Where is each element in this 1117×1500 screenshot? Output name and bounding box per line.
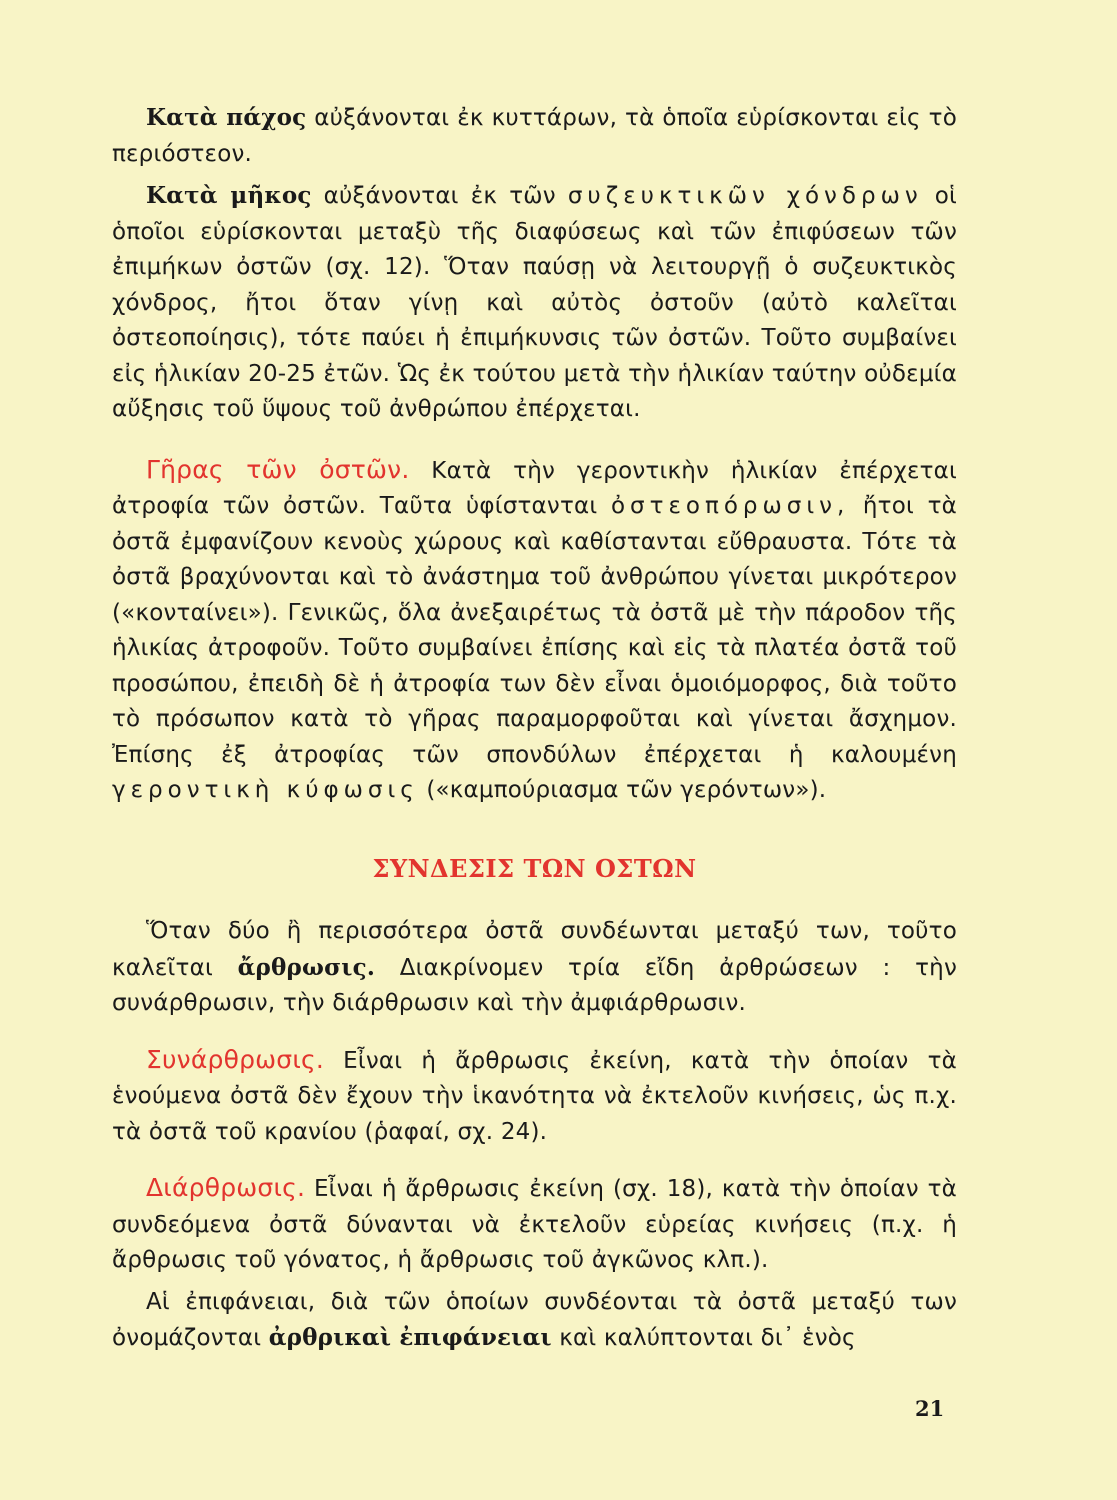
page-number: 21 [915, 1396, 945, 1421]
paragraph-text: ἤτοι τὰ ὀστᾶ ἐμφανίζουν κενοὺς χώρους καὶ καθίστανται εὔθραυστα. Τότε τὰ ὀστᾶ βραχύνονται καὶ τὸ ἀνάστημα τοῦ ἀνθρώπου γίνεται μικρότερον («κονταίνει»). Γενικῶς, ὅλα ἀνεξαιρέτως τὰ ὀστᾶ μὲ τὴν πάροδον τῆς ἡλικίας ἀτροφοῦν. Τοῦτο συμβαίνει ἐπίσης καὶ εἰς τὰ πλατέα ὀστᾶ τοῦ προσώπου, ἐπειδὴ δὲ ἡ ἀτροφία των δὲν εἶναι ὁμοιόμορφος, διὰ τοῦτο τὸ πρόσωπον κατὰ τὸ γῆρας παραμορφοῦται καὶ γίνεται ἄσχημον. Ἐπίσης ἐξ ἀτροφίας τῶν σπονδύλων ἐπέρχεται ἡ καλουμένη [112, 493, 958, 768]
term-articular-surfaces: ἀρθρικαὶ ἐπιφάνειαι [268, 1324, 552, 1351]
term-length: Κατὰ μῆκος [146, 182, 312, 209]
page-body [112, 100, 957, 1357]
spaced-term: ὀστεοπόρωσιν, [610, 493, 850, 519]
paragraph-articular-surfaces [112, 1285, 957, 1357]
paragraph-text: αὐξάνονται ἐκ κυττάρων, τὰ ὁποῖα εὑρίσκονται εἰς τὸ περιόστεον. [112, 105, 957, 167]
term-thickness: Κατὰ πάχος [146, 104, 307, 131]
term-joint: ἄρθρωσις. [237, 953, 376, 981]
paragraph-synarthrosis [112, 1042, 957, 1151]
term-diarthrosis: Διάρθρωσις. [146, 1173, 306, 1202]
paragraph-text: Ὅταν δύο ἢ περισσότερα ὀστᾶ συνδέωνται μεταξύ των, τοῦτο καλεῖται [112, 918, 957, 981]
term-synarthrosis: Συνάρθρωσις. [146, 1044, 324, 1074]
paragraph-text: αὐξάνονται ἐκ τῶν [323, 183, 556, 209]
paragraph-text: («καμπούριασμα τῶν γερόντων»). [426, 777, 827, 803]
paragraph-bone-aging [112, 452, 957, 809]
paragraph-text: Εἶναι ἡ ἄρθρωσις ἐκείνη (σχ. 18), κατὰ τὴν ὁποίαν τὰ συνδεόμενα ὀστᾶ δύνανται νὰ ἐκτελοῦν εὑρείας κινήσεις (π.χ. ἡ ἄρθρωσις τοῦ γόνατος, ἡ ἄρθρωσις τοῦ ἀγκῶνος κλπ.). [112, 1176, 958, 1273]
paragraph-text: Διακρίνομεν τρία εἴδη ἀρθρώσεων : τὴν συνάρθρωσιν, τὴν διάρθρωσιν καὶ τὴν ἀμφιάρθρωσιν. [112, 954, 957, 1016]
paragraph-growth-length [112, 178, 957, 428]
paragraph-text: Κατὰ τὴν γεροντικὴν ἡλικίαν ἐπέρχεται ἀτροφία τῶν ὀστῶν. Ταῦτα ὑφίστανται [112, 457, 957, 519]
paragraph-text: οἱ ὁποῖοι εὑρίσκονται μεταξὺ τῆς διαφύσεως καὶ τῶν ἐπιφύσεων τῶν ἐπιμήκων ὀστῶν (σχ. 12). Ὅταν παύσῃ νὰ λειτουργῇ ὁ συζευκτικὸς χόνδρος, ἤτοι ὅταν γίνῃ καὶ αὐτὸς ὀστοῦν (αὐτὸ καλεῖται ὀστεοποίησις), τότε παύει ἡ ἐπιμήκυνσις τῶν ὀστῶν. Τοῦτο συμβαίνει εἰς ἡλικίαν 20-25 ἐτῶν. Ὡς ἐκ τούτου μετὰ τὴν ἡλικίαν ταύτην οὐδεμία αὔξησις τοῦ ὕψους τοῦ ἀνθρώπου ἐπέρχεται. [112, 183, 958, 422]
paragraph-text: καὶ καλύπτονται δι᾿ ἑνὸς [559, 1325, 856, 1351]
paragraph-text: Αἱ ἐπιφάνειαι, διὰ τῶν ὁποίων συνδέονται τὰ ὀστᾶ μεταξύ των ὀνομάζονται [112, 1288, 957, 1351]
paragraph-text: Εἶναι ἡ ἄρθρωσις ἐκείνη, κατὰ τὴν ὁποίαν τὰ ἑνούμενα ὀστᾶ δὲν ἔχουν τὴν ἱκανότητα νὰ ἐκτελοῦν κινήσεις, ὡς π.χ. τὰ ὀστᾶ τοῦ κρανίου (ῥαφαί, σχ. 24). [112, 1047, 957, 1145]
section-heading: ΣΥΝΔΕΣΙΣ ΤΩΝ ΟΣΤΩΝ [372, 853, 697, 883]
spaced-term: συζευκτικῶν χόνδρων [567, 183, 923, 209]
term-bone-aging: Γῆρας τῶν ὀστῶν. [146, 454, 410, 484]
paragraph-joints-intro [112, 914, 957, 1022]
paragraph-growth-thickness [112, 100, 957, 172]
spaced-term: γεροντικὴ κύφωσις [112, 777, 419, 803]
paragraph-diarthrosis [112, 1170, 957, 1279]
